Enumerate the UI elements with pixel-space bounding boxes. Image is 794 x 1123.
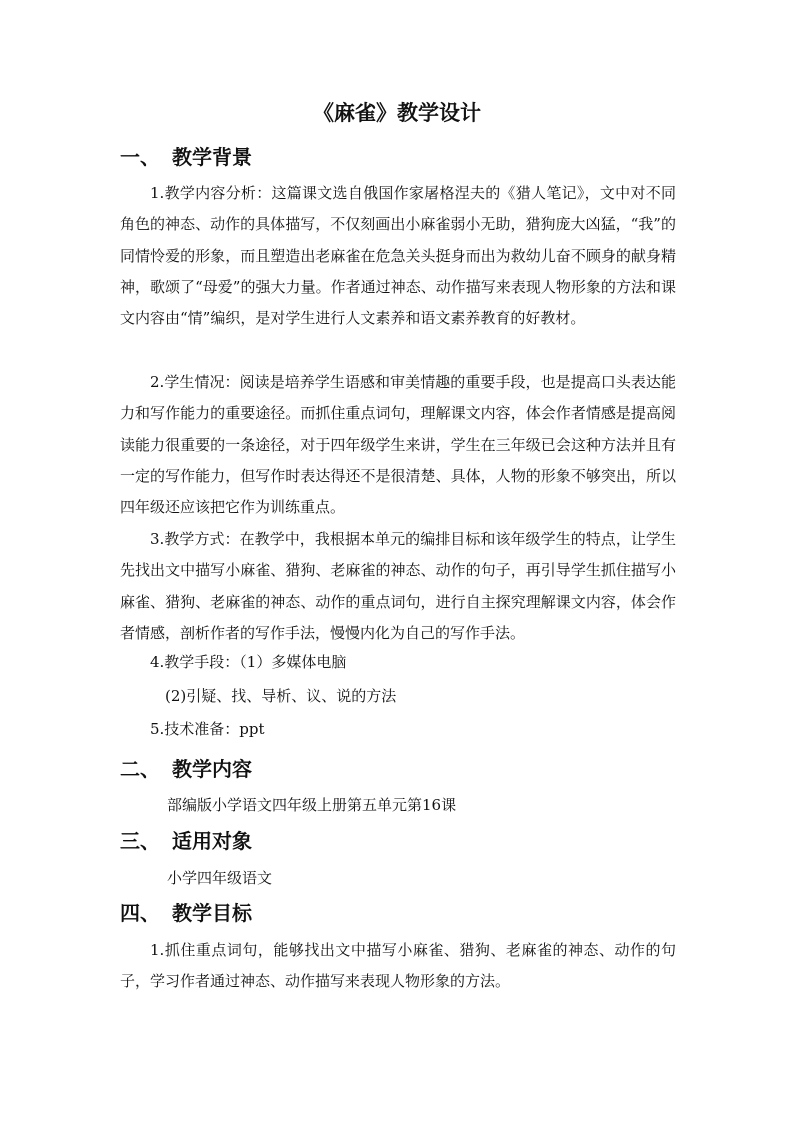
section-number: 二、	[120, 757, 160, 781]
section-title: 教学内容	[172, 757, 252, 781]
paragraph-teaching-means-2: (2)引疑、找、导析、议、说的方法	[165, 687, 397, 705]
section-number: 三、	[120, 829, 160, 853]
paragraph-teaching-means: 4.教学手段：（1）多媒体电脑	[150, 653, 347, 671]
section-title: 适用对象	[172, 829, 252, 853]
section-heading-background	[120, 143, 252, 171]
section-number: 四、	[120, 901, 160, 925]
section-heading-audience	[120, 827, 252, 855]
section-title: 教学背景	[172, 145, 252, 169]
paragraph-teaching-method: 3.教学方式：在教学中，我根据本单元的编排目标和该年级学生的特点，让学生先找出文中描写小麻雀、猎狗、老麻雀的神态、动作的句子，再引导学生抓住描写小麻雀、猎狗、老麻雀的神态、动作的重点词句，进行自主探究理解课文内容，体会作者情感，剖析作者的写作手法，慢慢内化为自己的写作手法。	[120, 530, 676, 642]
section-title: 教学目标	[172, 901, 252, 925]
paragraph-objective-1: 1.抓住重点词句，能够找出文中描写小麻雀、猎狗、老麻雀的神态、动作的句子，学习作者通过神态、动作描写来表现人物形象的方法。	[120, 941, 676, 991]
paragraph-student-situation: 2.学生情况：阅读是培养学生语感和审美情趣的重要手段，也是提高口头表达能力和写作能力的重要途径。而抓住重点词句，理解课文内容，体会作者情感是提高阅读能力很重要的一条途径，对于四年级学生来讲，学生在三年级已会这种方法并且有一定的写作能力，但写作时表达得还不是很清楚、具体，人物的形象不够突出，所以四年级还应该把它作为训练重点。	[120, 373, 676, 517]
section-heading-objectives	[120, 899, 252, 927]
section-heading-content	[120, 755, 252, 783]
paragraph-lesson-info: 部编版小学语文四年级上册第五单元第16课	[167, 796, 457, 814]
paragraph-content-analysis: 1.教学内容分析：这篇课文选自俄国作家屠格涅夫的《猎人笔记》，文中对不同角色的神态、动作的具体描写，不仅刻画出小麻雀弱小无助，猎狗庞大凶猛，“我”的同情怜爱的形象，而且塑造出老麻雀在危急关头挺身而出为救幼儿奋不顾身的献身精神，歌颂了“母爱”的强大力量。作者通过神态、动作描写来表现人物形象的方法和课文内容由“情”编织，是对学生进行人文素养和语文素养教育的好教材。	[120, 184, 676, 328]
paragraph-tech-prep: 5.技术准备：ppt	[150, 720, 265, 738]
document-title: 《麻雀》教学设计	[313, 100, 481, 125]
section-number: 一、	[120, 145, 160, 169]
paragraph-audience: 小学四年级语文	[167, 869, 273, 887]
